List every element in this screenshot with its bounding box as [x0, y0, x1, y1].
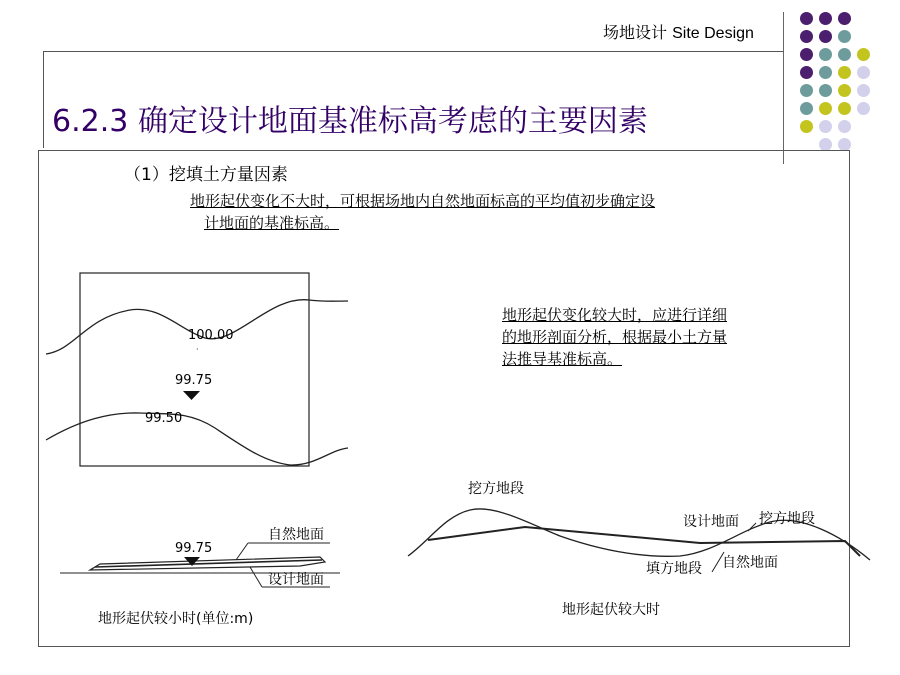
- page-title: 6.2.3 确定设计地面基准标高考虑的主要因素: [52, 104, 648, 139]
- leader-natural-tick: [236, 543, 248, 560]
- caption-small-relief: 地形起伏较小时(单位:m): [98, 611, 254, 627]
- datum-triangle-icon: [183, 391, 200, 400]
- plan-box: [80, 273, 309, 466]
- paragraph2-line2: 的地形剖面分析，根据最小土方量: [502, 328, 728, 346]
- paragraph1-line1: 地形起伏变化不大时，可根据场地内自然地面标高的平均值初步确定设: [190, 192, 656, 210]
- label-design-large: 设计地面: [683, 514, 739, 530]
- caption-large-relief: 地形起伏较大时: [562, 602, 660, 618]
- paragraph2-line1: 地形起伏变化较大时，应进行详细: [502, 306, 728, 324]
- datum-level-label: 99.75: [175, 373, 213, 388]
- design-ground-line: [428, 527, 860, 556]
- contour-label-top: 100.00: [188, 328, 234, 343]
- label-cut-left: 挖方地段: [468, 481, 524, 497]
- sub-heading: （1）挖填土方量因素: [124, 165, 288, 185]
- paragraph1-line2: 计地面的基准标高。: [204, 214, 340, 232]
- contour-lower: [46, 413, 348, 465]
- header-cn: 场地设计: [603, 23, 668, 42]
- label-natural-small: 自然地面: [268, 527, 324, 543]
- section-level-label: 99.75: [175, 541, 213, 556]
- leader-design-tick: [250, 567, 262, 587]
- header-en: Site Design: [672, 25, 754, 42]
- contour-label-bottom: 99.50: [145, 411, 183, 426]
- label-fill: 填方地段: [646, 561, 702, 577]
- label-cut-right: 挖方地段: [759, 511, 815, 527]
- paragraph2-line3: 法推导基准标高。: [502, 350, 623, 368]
- contour-dot: ·: [196, 345, 199, 354]
- label-natural-large: 自然地面: [722, 555, 778, 571]
- label-design-small: 设计地面: [268, 572, 324, 588]
